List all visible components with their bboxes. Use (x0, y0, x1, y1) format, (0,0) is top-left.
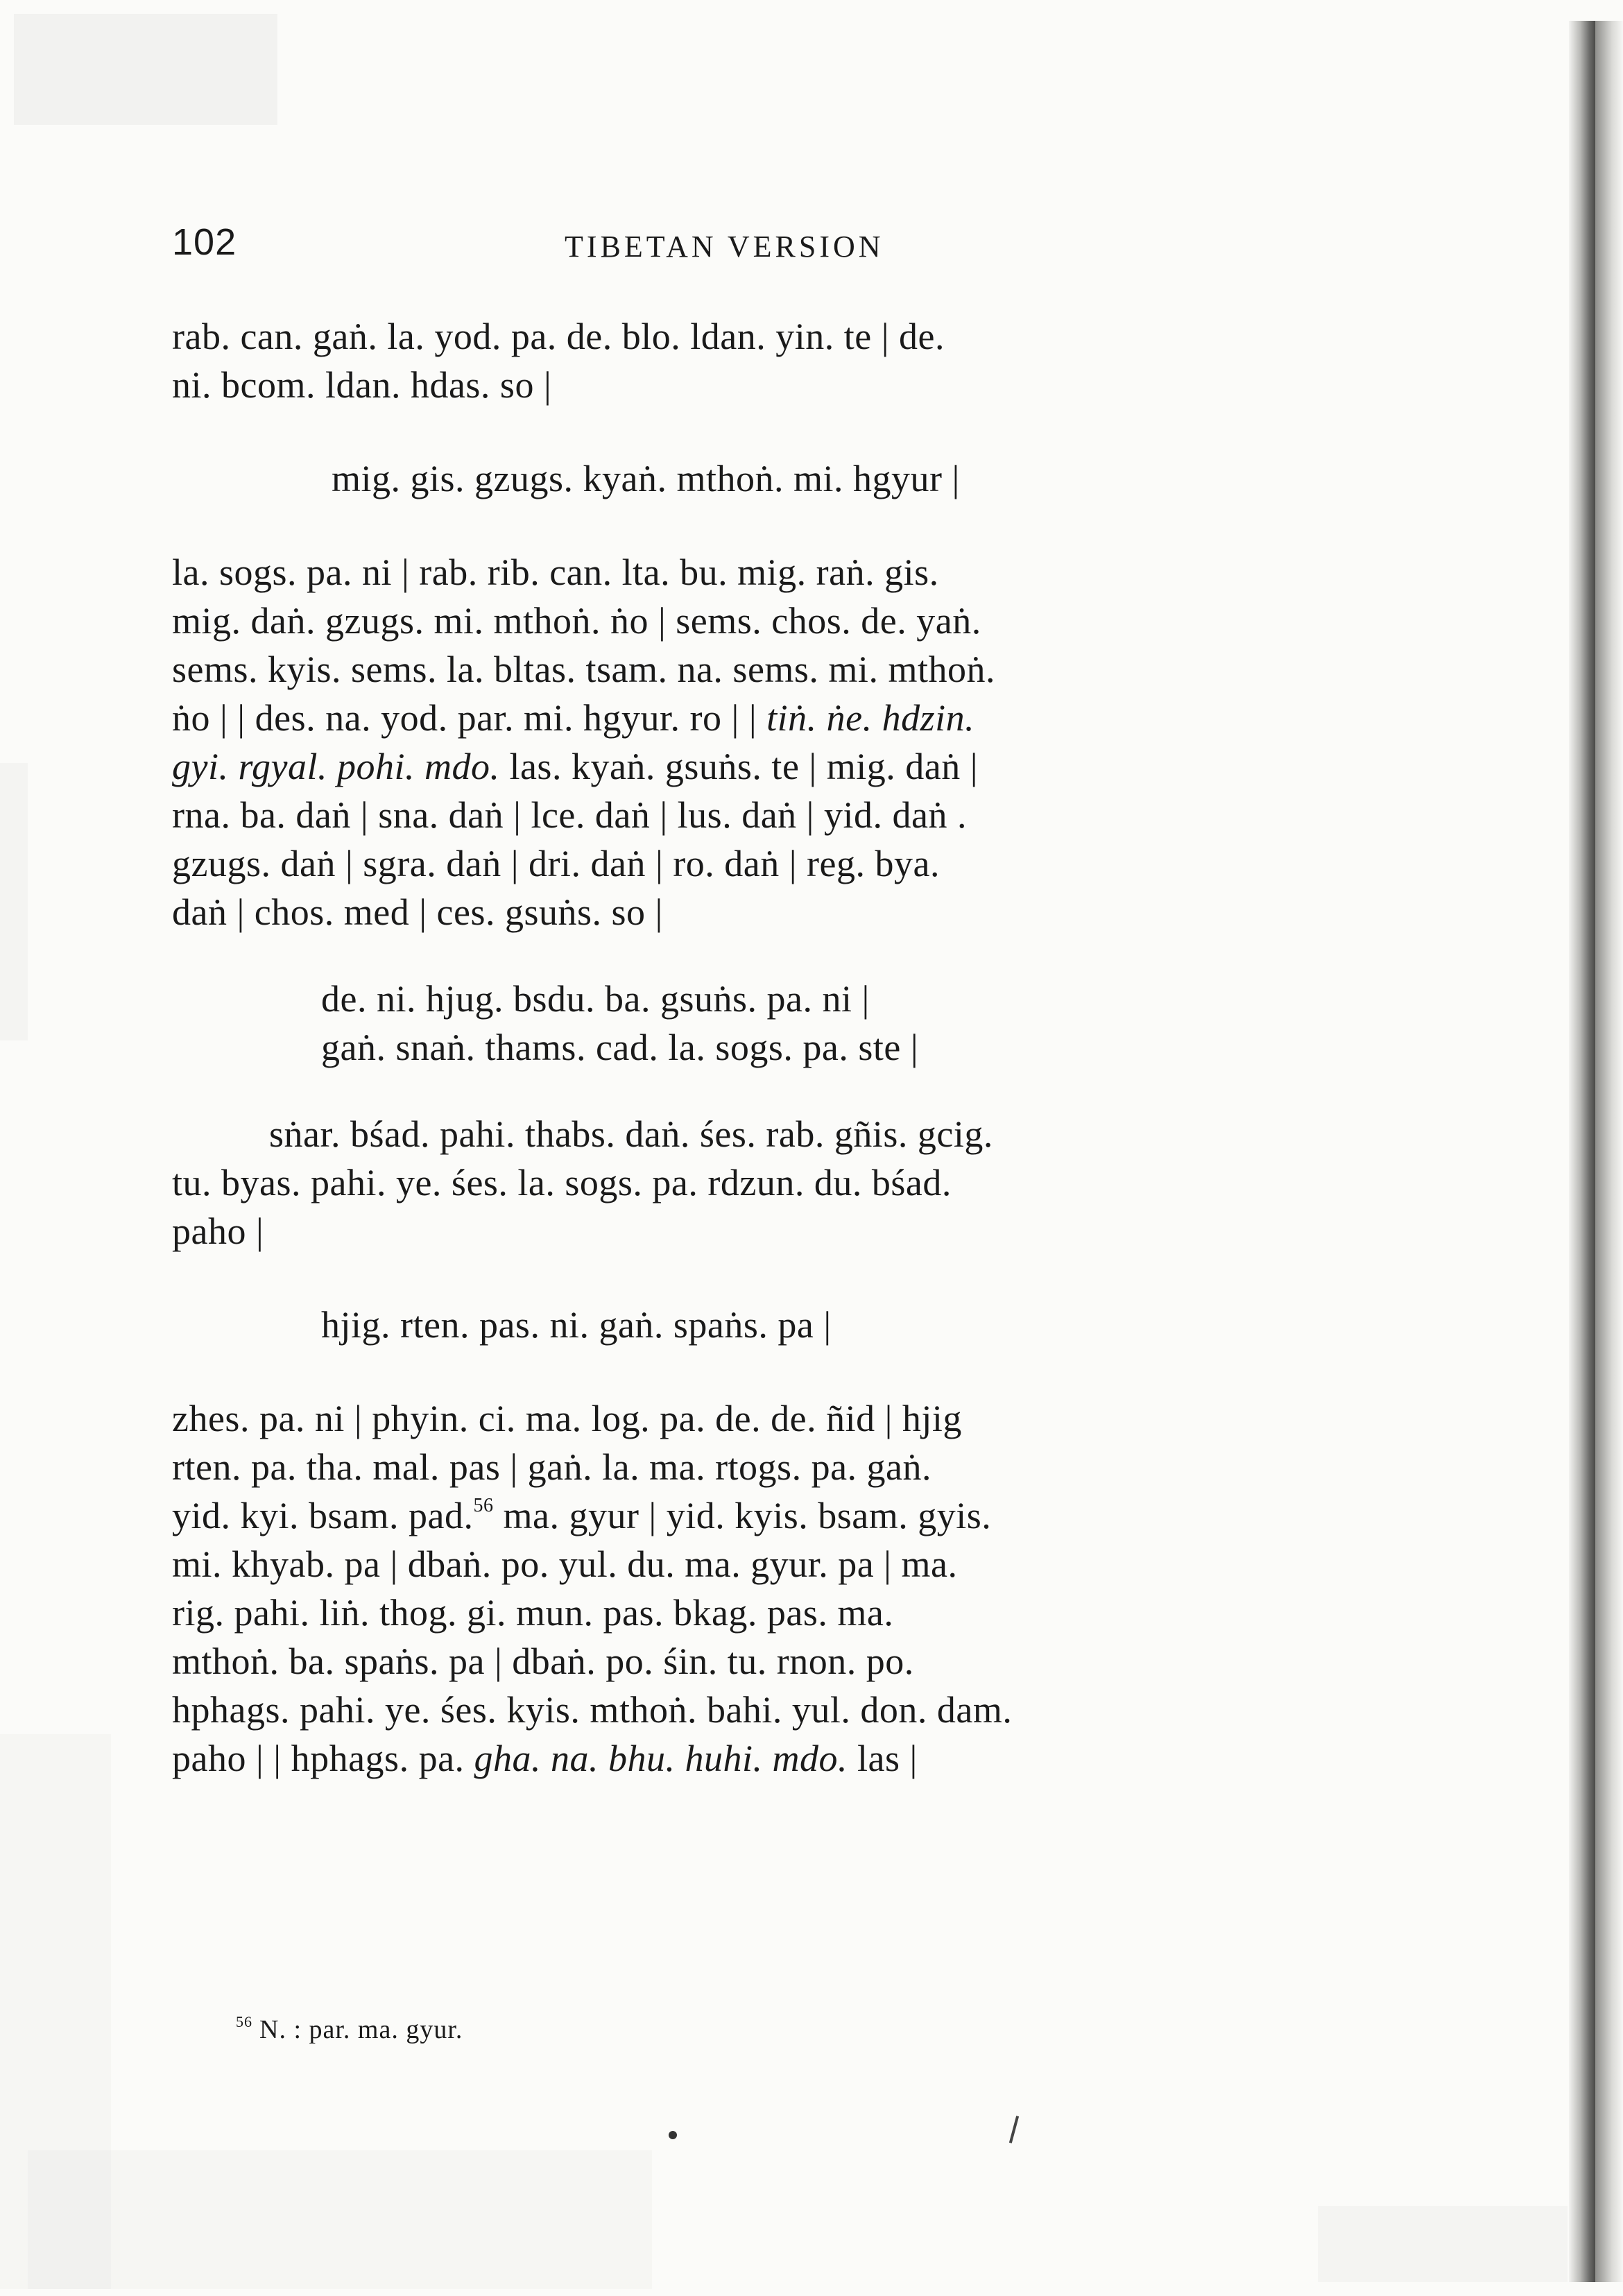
footnote (236, 2013, 463, 2045)
sutra-title-italic: gyi. rgyal. pohi. mdo. (172, 746, 500, 787)
ink-speck (669, 2131, 677, 2139)
verse-3 (172, 1301, 1420, 1349)
verse-line: de. ni. hjug. bsdu. ba. gsuṅs. pa. ni | (321, 978, 870, 1020)
text-line: mig. daṅ. gzugs. mi. mthoṅ. ṅo | sems. chos. de. yaṅ. (172, 600, 981, 642)
body-text (172, 312, 1420, 1783)
text-line: daṅ | chos. med | ces. gsuṅs. so | (172, 891, 663, 933)
text-line: tu. byas. pahi. ye. śes. la. sogs. pa. rdzun. du. bśad. (172, 1162, 952, 1203)
book-spine-edge (1595, 21, 1623, 2282)
running-title: TIBETAN VERSION (565, 230, 884, 264)
spacer (172, 503, 1420, 548)
spacer (172, 1349, 1420, 1394)
page-number: 102 (172, 221, 237, 263)
text-span: ma. gyur | yid. kyis. bsam. gyis. (493, 1495, 992, 1536)
text-span: las. kyaṅ. gsuṅs. te | mig. daṅ | (509, 746, 979, 787)
spacer (172, 1072, 1420, 1110)
sutra-title-italic: gha. na. bhu. huhi. mdo. (474, 1738, 848, 1779)
text-line: rab. can. gaṅ. la. yod. pa. de. blo. ldan. yin. te | de. (172, 316, 945, 357)
running-head (172, 221, 1420, 276)
text-line: zhes. pa. ni | phyin. ci. ma. log. pa. de. de. ñid | hjig (172, 1398, 962, 1439)
spacer (172, 936, 1420, 975)
sutra-title-italic: tiṅ. ṅe. hdzin. (766, 697, 975, 739)
text-line: rna. ba. daṅ | sna. daṅ | lce. daṅ | lus. daṅ | yid. daṅ . (172, 794, 967, 836)
text-line (172, 1734, 1420, 1783)
footnote-number: 56 (236, 2013, 252, 2030)
text-span: paho | | hphags. pa. (172, 1738, 465, 1779)
text-span: las | (857, 1738, 918, 1779)
text-span: yid. kyi. bsam. pad. (172, 1495, 474, 1536)
spacer (172, 1256, 1420, 1301)
text-line: sṅar. bśad. pahi. thabs. daṅ. śes. rab. gñis. gcig. (269, 1113, 993, 1155)
text-line: paho | (172, 1210, 264, 1252)
text-line: la. sogs. pa. ni | rab. rib. can. lta. bu. mig. raṅ. gis. (172, 551, 939, 593)
text-line: gzugs. daṅ | sgra. daṅ | dri. daṅ | ro. daṅ | reg. bya. (172, 843, 940, 884)
footnote-reference[interactable]: 56 (473, 1495, 494, 1516)
paragraph-4 (172, 1394, 1420, 1783)
paragraph-2 (172, 548, 1420, 936)
verse-line: gaṅ. snaṅ. thams. cad. la. sogs. pa. ste | (321, 1027, 919, 1068)
text-line: ni. bcom. ldan. hdas. so | (172, 364, 552, 406)
text-line (172, 742, 1420, 791)
verse-line: mig. gis. gzugs. kyaṅ. mthoṅ. mi. hgyur | (332, 458, 960, 499)
text-line: mi. khyab. pa | dbaṅ. po. yul. du. ma. gyur. pa | ma. (172, 1543, 958, 1585)
verse-1 (172, 454, 1420, 503)
text-line: mthoṅ. ba. spaṅs. pa | dbaṅ. po. śin. tu. rnon. po. (172, 1640, 914, 1682)
paragraph-1 (172, 312, 1420, 409)
text-line: rten. pa. tha. mal. pas | gaṅ. la. ma. rtogs. pa. gaṅ. (172, 1446, 932, 1488)
footnote-text: N. : par. ma. gyur. (259, 2015, 463, 2044)
text-line (172, 694, 1420, 742)
verse-line: hjig. rten. pas. ni. gaṅ. spaṅs. pa | (321, 1304, 832, 1346)
spacer (172, 409, 1420, 454)
text-line: rig. pahi. liṅ. thog. gi. mun. pas. bkag. pas. ma. (172, 1592, 894, 1634)
text-line: hphags. pahi. ye. śes. kyis. mthoṅ. bahi. yul. don. dam. (172, 1689, 1013, 1731)
text-line: sems. kyis. sems. la. bltas. tsam. na. sems. mi. mthoṅ. (172, 649, 995, 690)
text-span: ṅo | | des. na. yod. par. mi. hgyur. ro | | (172, 697, 757, 739)
text-line (172, 1491, 1420, 1540)
paragraph-3 (172, 1110, 1420, 1256)
verse-2 (172, 975, 1420, 1072)
